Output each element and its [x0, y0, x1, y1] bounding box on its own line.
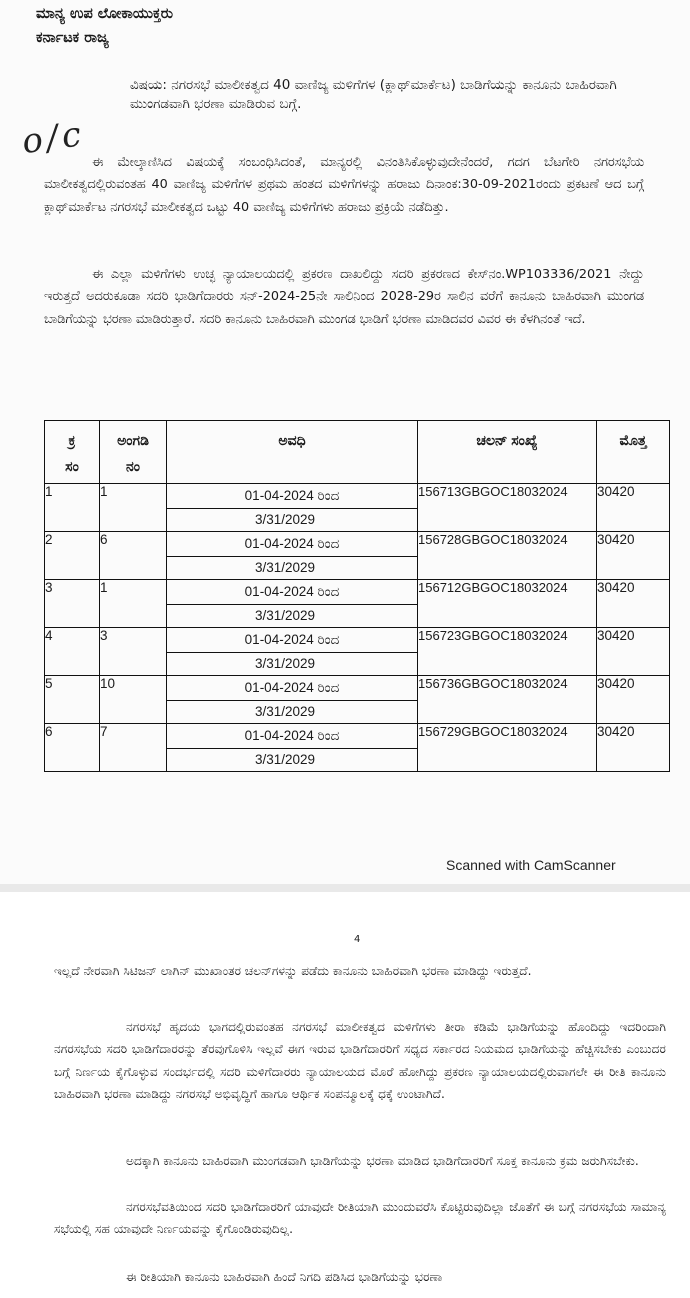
cell-serial: 6 — [45, 724, 100, 772]
camscanner-watermark: Scanned with CamScanner — [446, 857, 616, 873]
cell-serial: 2 — [45, 532, 100, 580]
header-total-label: ಮೊತ್ತ — [619, 432, 647, 448]
cell-amount: 30420 — [597, 484, 670, 532]
cell-amount: 30420 — [597, 628, 670, 676]
cell-shop: 7 — [100, 724, 167, 772]
period-to: 3/31/2029 — [255, 704, 316, 719]
header-serial-b: ಸಂ — [65, 458, 79, 474]
period-from: 01-04-2024 ರಿಂದ — [167, 724, 417, 749]
cell-period — [167, 628, 418, 676]
cell-challan: 156736GBGOC18032024 — [418, 676, 597, 724]
cell-amount: 30420 — [597, 580, 670, 628]
period-from: 01-04-2024 ರಿಂದ — [167, 580, 417, 605]
period-from: 01-04-2024 ರಿಂದ — [167, 676, 417, 701]
addressee-line-1: ಮಾನ್ಯ ಉಪ ಲೋಕಾಯುಕ್ತರು — [36, 6, 174, 22]
page2-paragraph-4: ನಗರಸಭೆವತಿಯಿಂದ ಸದರಿ ಭಾಡಿಗೆದಾರರಿಗೆ ಯಾವುದೇ ರೀತಿಯಾಗಿ ಮುಂದುವರೆಸಿ ಕೊಟ್ಟಿರುವುದಿಲ್ಲಾ ಜೊತೆಗೆ ಈ ಬಗ್ಗೆ ನಗರಸಭೆಯ ಸಾಮಾನ್ಯ ಸಭೆಯಲ್ಲಿ ಸಹ ಯಾವುದೇ ನಿರ್ಣಯವನ್ನು ಕೈಗೊಂಡಿರುವುದಿಲ್ಲ. — [54, 1200, 666, 1237]
cell-shop: 3 — [100, 628, 167, 676]
page2-paragraph-3: ಅದಕ್ಕಾಗಿ ಕಾನೂನು ಬಾಹಿರವಾಗಿ ಮುಂಗಡವಾಗಿ ಭಾಡಿಗೆಯನ್ನು ಭರಣಾ ಮಾಡಿದ ಭಾಡಿಗೆದಾರರಿಗೆ ಸೂಕ್ತ ಕಾನೂನು ಕ್ರಮ ಜರುಗಿಸಬೇಕು. — [126, 1154, 639, 1168]
page-separator — [0, 884, 690, 892]
cell-amount: 30420 — [597, 724, 670, 772]
challan-table — [44, 420, 670, 772]
cell-challan: 156723GBGOC18032024 — [418, 628, 597, 676]
cell-amount: 30420 — [597, 676, 670, 724]
page2-paragraph-5: ಈ ರೀತಿಯಾಗಿ ಕಾನೂನು ಬಾಹಿರವಾಗಿ ಹಿಂದೆ ನಿಗದಿ ಪಡಿಸಿದ ಭಾಡಿಗೆಯನ್ನು ಭರಣಾ — [126, 1270, 443, 1284]
header-shop — [100, 421, 167, 484]
cell-challan: 156728GBGOC18032024 — [418, 532, 597, 580]
subject-lead: ವಿಷಯ: — [130, 77, 167, 93]
period-from: 01-04-2024 ರಿಂದ — [167, 484, 417, 509]
addressee-line-2: ಕರ್ನಾಟಕ ರಾಜ್ಯ — [36, 30, 109, 46]
header-serial — [45, 421, 100, 484]
period-to: 3/31/2029 — [255, 512, 316, 527]
header-total — [597, 421, 670, 484]
header-shop-a: ಅಂಗಡಿ — [117, 432, 149, 448]
cell-period — [167, 676, 418, 724]
paragraph-1: ಈ ಮೇಲ್ಕಾಣಿಸಿದ ವಿಷಯಕ್ಕೆ ಸಂಬಂಧಿಸಿದಂತೆ, ಮಾನ್ಯರಲ್ಲಿ ವಿನಂತಿಸಿಕೊಳ್ಳುವುದೇನೆಂದರೆ, ಗದಗ ಬೆಟಗೇರಿ ನಗರಸಭೆಯ ಮಾಲೀಕತ್ವದಲ್ಲಿರುವಂತಹ 40 ವಾಣಿಜ್ಯ ಮಳಿಗೆಗಳ ಪ್ರಥಮ ಹಂತದ ಮಳಿಗೆಗಳನ್ನು ಹರಾಜು ದಿನಾಂಕ:30-09-2021ರಂದು ಪ್ರಕಟಣೆ ಆದ ಬಗ್ಗೆ ಕ್ಲಾಥ್‌ಮಾರ್ಕೆಟ ನಗರಸಭೆ ಮಾಲೀಕತ್ವದ ಒಟ್ಟು 40 ವಾಣಿಜ್ಯ ಮಳಿಗೆಗಳು ಹರಾಜು ಪ್ರಕ್ರಿಯೆ ನಡೆದಿತ್ತು. — [44, 155, 644, 215]
cell-challan: 156712GBGOC18032024 — [418, 580, 597, 628]
page2-paragraph-2: ನಗರಸಭೆ ಹೃದಯ ಭಾಗದಲ್ಲಿರುವಂತಹ ನಗರಸಭೆ ಮಾಲೀಕತ್ವದ ಮಳಿಗೆಗಳು ತೀರಾ ಕಡಿಮೆ ಭಾಡಿಗೆಯನ್ನು ಹೊಂದಿದ್ದು ಇದರಿಂದಾಗಿ ನಗರಸಭೆಯ ಸದರಿ ಭಾಡಿಗೆದಾರರನ್ನು ತೆರವುಗೊಳಿಸಿ ಇಲ್ಲವೆ ಈಗ ಇರುವ ಭಾಡಿಗೆದಾರರಿಗೆ ಸಧ್ಯದ ಸರ್ಕಾರದ ನಿಯಮದ ಭಾಡಿಗೆಯನ್ನು ಹೆಚ್ಚಿಸಬೇಕು ಎಂಬುದರ ಬಗ್ಗೆ ನಿರ್ಣಯ ಕೈಗೊಳ್ಳುವ ಸಂದರ್ಭದಲ್ಲಿ ಸದರಿ ಮಳಿಗೆದಾರರು ನ್ಯಾಯಾಲಯದ ಮೊರೆ ಹೋಗಿದ್ದು ಪ್ರಕರಣ ನ್ಯಾಯಾಲಯದಲ್ಲಿರುವಾಗಲೇ ಈ ರೀತಿ ಕಾನೂನು ಬಾಹಿರವಾಗಿ ಭರಣಾ ಮಾಡಿದ್ದು ನಗರಸಭೆ ಅಭಿವೃದ್ಧಿಗೆ ಹಾಗೂ ಆರ್ಥಿಕ ಸಂಪನ್ಮೂಲಕ್ಕೆ ಧಕ್ಕೆ ಉಂಟಾಗಿದೆ. — [54, 1020, 666, 1102]
period-to: 3/31/2029 — [255, 560, 316, 575]
table-row — [45, 676, 670, 724]
header-challan — [418, 421, 597, 484]
cell-period — [167, 580, 418, 628]
cell-shop: 6 — [100, 532, 167, 580]
cell-period — [167, 532, 418, 580]
cell-serial: 5 — [45, 676, 100, 724]
period-from: 01-04-2024 ರಿಂದ — [167, 628, 417, 653]
period-to: 3/31/2029 — [255, 656, 316, 671]
header-serial-a: ಕ್ರ — [68, 432, 76, 448]
cell-serial: 1 — [45, 484, 100, 532]
cell-challan: 156713GBGOC18032024 — [418, 484, 597, 532]
period-to: 3/31/2029 — [255, 752, 316, 767]
table-row — [45, 724, 670, 772]
page-number: 4 — [354, 934, 361, 945]
cell-period — [167, 724, 418, 772]
table-row — [45, 484, 670, 532]
cell-shop: 1 — [100, 484, 167, 532]
subject-text: ನಗರಸಭೆ ಮಾಲೀಕತ್ವದ 40 ವಾಣಿಜ್ಯ ಮಳಿಗೆಗಳ (ಕ್ಲಾಥ್‌ಮಾರ್ಕೆಟ) ಬಾಡಿಗೆಯನ್ನು ಕಾನೂನು ಬಾಹಿರವಾಗಿ ಮುಂಗಡವಾಗಿ ಭರಣಾ ಮಾಡಿರುವ ಬಗ್ಗೆ. — [130, 77, 617, 112]
handwritten-mark: o/c — [19, 113, 88, 163]
cell-challan: 156729GBGOC18032024 — [418, 724, 597, 772]
cell-period — [167, 484, 418, 532]
period-to: 3/31/2029 — [255, 608, 316, 623]
header-challan-label: ಚಲನ್ ಸಂಖ್ಯೆ — [476, 432, 538, 448]
table-row — [45, 532, 670, 580]
cell-shop: 1 — [100, 580, 167, 628]
cell-serial: 3 — [45, 580, 100, 628]
table-header-row — [45, 421, 670, 484]
cell-serial: 4 — [45, 628, 100, 676]
table-row — [45, 580, 670, 628]
paragraph-2: ಈ ಎಲ್ಲಾ ಮಳಿಗೆಗಳು ಉಚ್ಛ ನ್ಯಾಯಾಲಯದಲ್ಲಿ ಪ್ರಕರಣ ದಾಖಲಿದ್ದು ಸದರಿ ಪ್ರಕರಣದ ಕೇಸ್‌ನಂ.WP103336/2021 ನೇದ್ದು ಇರುತ್ತದೆ ಅದರುಕೂಡಾ ಸದರಿ ಭಾಡಿಗೆದಾರರು ಸನ್-2024-25ನೇ ಸಾಲಿನಿಂದ 2028-29ರ ಸಾಲಿನ ವರೆಗೆ ಕಾನೂನು ಬಾಹಿರವಾಗಿ ಮುಂಗಡ ಬಾಡಿಗೆಯನ್ನು ಭರಣಾ ಮಾಡಿರುತ್ತಾರೆ. ಸದರಿ ಕಾನೂನು ಬಾಹಿರವಾಗಿ ಮುಂಗಡ ಭಾಡಿಗೆ ಭರಣಾ ಮಾಡಿದವರ ವಿವರ ಈ ಕೆಳಗಿನಂತೆ ಇದೆ. — [44, 267, 644, 327]
cell-shop: 10 — [100, 676, 167, 724]
table-row — [45, 628, 670, 676]
header-period-label: ಅವಧಿ — [278, 432, 306, 448]
period-from: 01-04-2024 ರಿಂದ — [167, 532, 417, 557]
header-shop-b: ನಂ — [126, 458, 140, 474]
cell-amount: 30420 — [597, 532, 670, 580]
page2-paragraph-1: ಇಲ್ಲದೆ ನೇರವಾಗಿ ಸಿಟಿಜನ್ ಲಾಗಿನ್ ಮುಖಾಂತರ ಚಲನ್‌ಗಳನ್ನು ಪಡೆದು ಕಾನೂನು ಬಾಹಿರವಾಗಿ ಭರಣಾ ಮಾಡಿದ್ದು ಇರುತ್ತದೆ. — [54, 964, 532, 978]
subject-block — [130, 76, 650, 114]
header-period — [167, 421, 418, 484]
